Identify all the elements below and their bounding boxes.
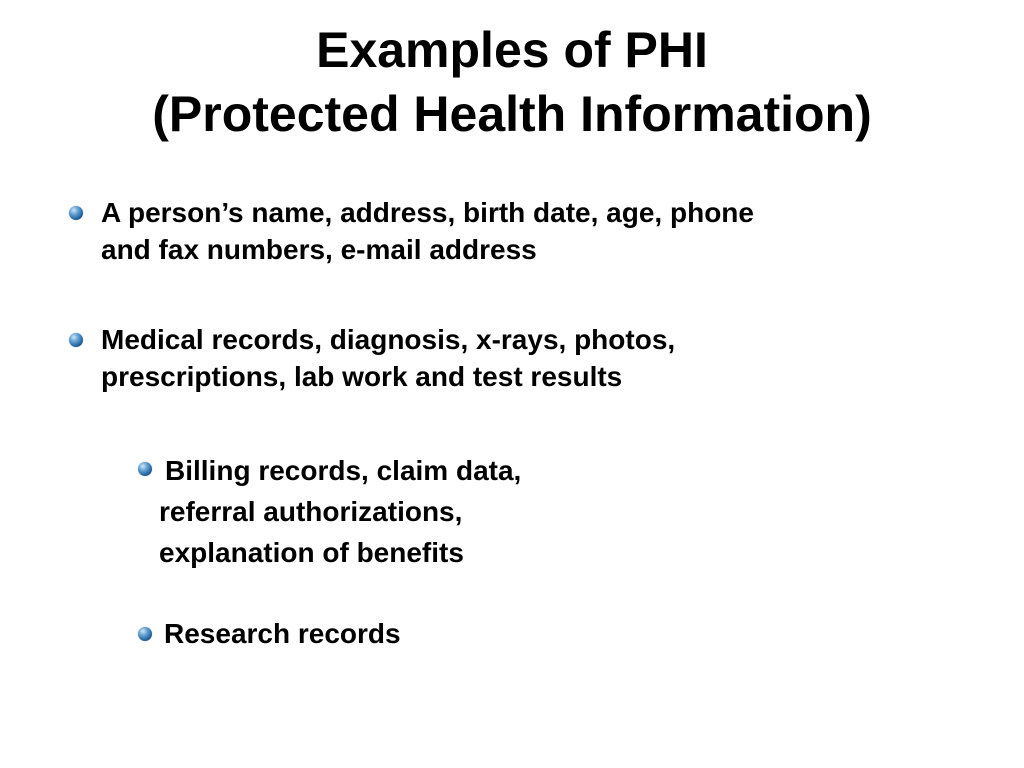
bullet-item-line: prescriptions, lab work and test results — [101, 361, 623, 392]
sub-bullet-line: referral authorizations, — [159, 496, 463, 527]
bullet-sphere-icon — [138, 627, 152, 641]
slide-title — [0, 18, 1024, 146]
bullet-sphere-icon — [69, 333, 83, 347]
sub-bullet-item-billing — [159, 450, 521, 573]
sub-bullet-line: explanation of benefits — [159, 537, 464, 568]
sub-bullet-line: Research records — [164, 618, 401, 649]
title-line-2: (Protected Health Information) — [152, 86, 872, 142]
sub-bullet-item-research — [164, 613, 401, 654]
sub-bullet-line: Billing records, claim data, — [165, 455, 522, 486]
bullet-item-medical-records — [101, 321, 675, 395]
bullet-item-line: and fax numbers, e-mail address — [101, 234, 537, 265]
bullet-item-line: A person’s name, address, birth date, age, phone — [101, 197, 754, 228]
bullet-item-personal-info — [101, 194, 754, 268]
bullet-sphere-icon — [69, 206, 83, 220]
bullet-sphere-icon — [138, 462, 152, 476]
title-line-1: Examples of PHI — [316, 22, 708, 78]
bullet-item-line: Medical records, diagnosis, x-rays, photos, — [101, 324, 676, 355]
